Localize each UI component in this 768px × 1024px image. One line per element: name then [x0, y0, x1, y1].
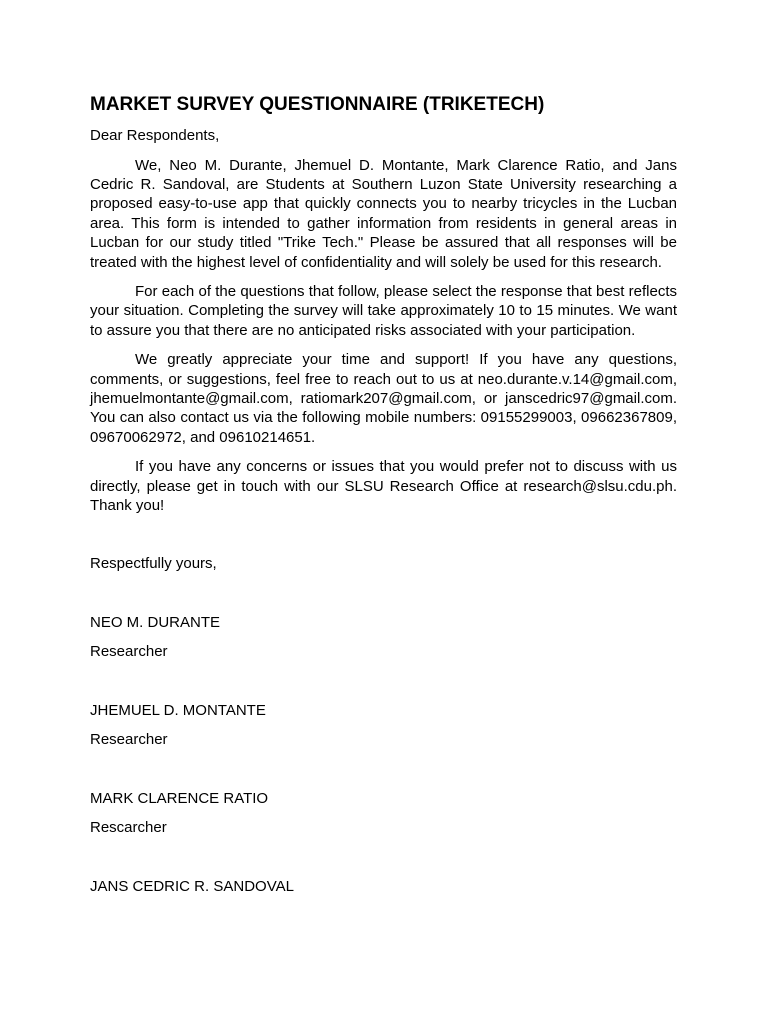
signatory-name: JHEMUEL D. MONTANTE	[90, 701, 266, 719]
signatory-role: Researcher	[90, 731, 168, 749]
signatory-block	[90, 701, 677, 750]
signatory-name: MARK CLARENCE RATIO	[90, 789, 269, 807]
signatory-block	[90, 877, 677, 897]
signatory-name: NEO M. DURANTE	[90, 613, 221, 631]
paragraph-introduction: We, Neo M. Durante, Jhemuel D. Montante, Mark Clarence Ratio, and Jans Cedric R. Sandoval, are Students at Southern Luzon State University researching a proposed easy-to-use app that quickly connects you to nearby tricycles in the Lucban area. This form is intended to gather information from residents in general areas in Lucban for our study titled "Trike Tech." Please be assured that all responses will be treated with the highest level of confidentiality and will solely be used for this research.	[90, 156, 677, 271]
paragraph-research-office: If you have any concerns or issues that you would prefer not to discuss with us directly, please get in touch with our SLSU Research Office at research@slsu.cdu.ph. Thank you!	[90, 458, 677, 514]
signatory-block	[90, 613, 677, 662]
paragraph-contact: We greatly appreciate your time and support! If you have any questions, comments, or suggestions, feel free to reach out to us at neo.durante.v.14@gmail.com, jhemuelmontante@gmail.com, ratiomark207@gmail.com, or janscedric97@gmail.com. You can also contact us via the following mobile numbers: 09155299003, 09662367809, 09670062972, and 09610214651.	[90, 351, 677, 446]
salutation: Dear Respondents,	[90, 127, 220, 144]
signatory-block	[90, 789, 677, 838]
signatory-name: JANS CEDRIC R. SANDOVAL	[90, 877, 294, 895]
signatory-role: Rescarcher	[90, 819, 167, 837]
document-page	[90, 92, 677, 896]
paragraph-instructions: For each of the questions that follow, please select the response that best reflects your situation. Completing the survey will take approximately 10 to 15 minutes. We want to assure you that there are no anticipated risks associated with your participation.	[90, 282, 677, 339]
signatory-role: Researcher	[90, 643, 168, 661]
closing-line: Respectfully yours,	[90, 555, 217, 573]
document-title: MARKET SURVEY QUESTIONNAIRE (TRIKETECH)	[90, 94, 545, 115]
